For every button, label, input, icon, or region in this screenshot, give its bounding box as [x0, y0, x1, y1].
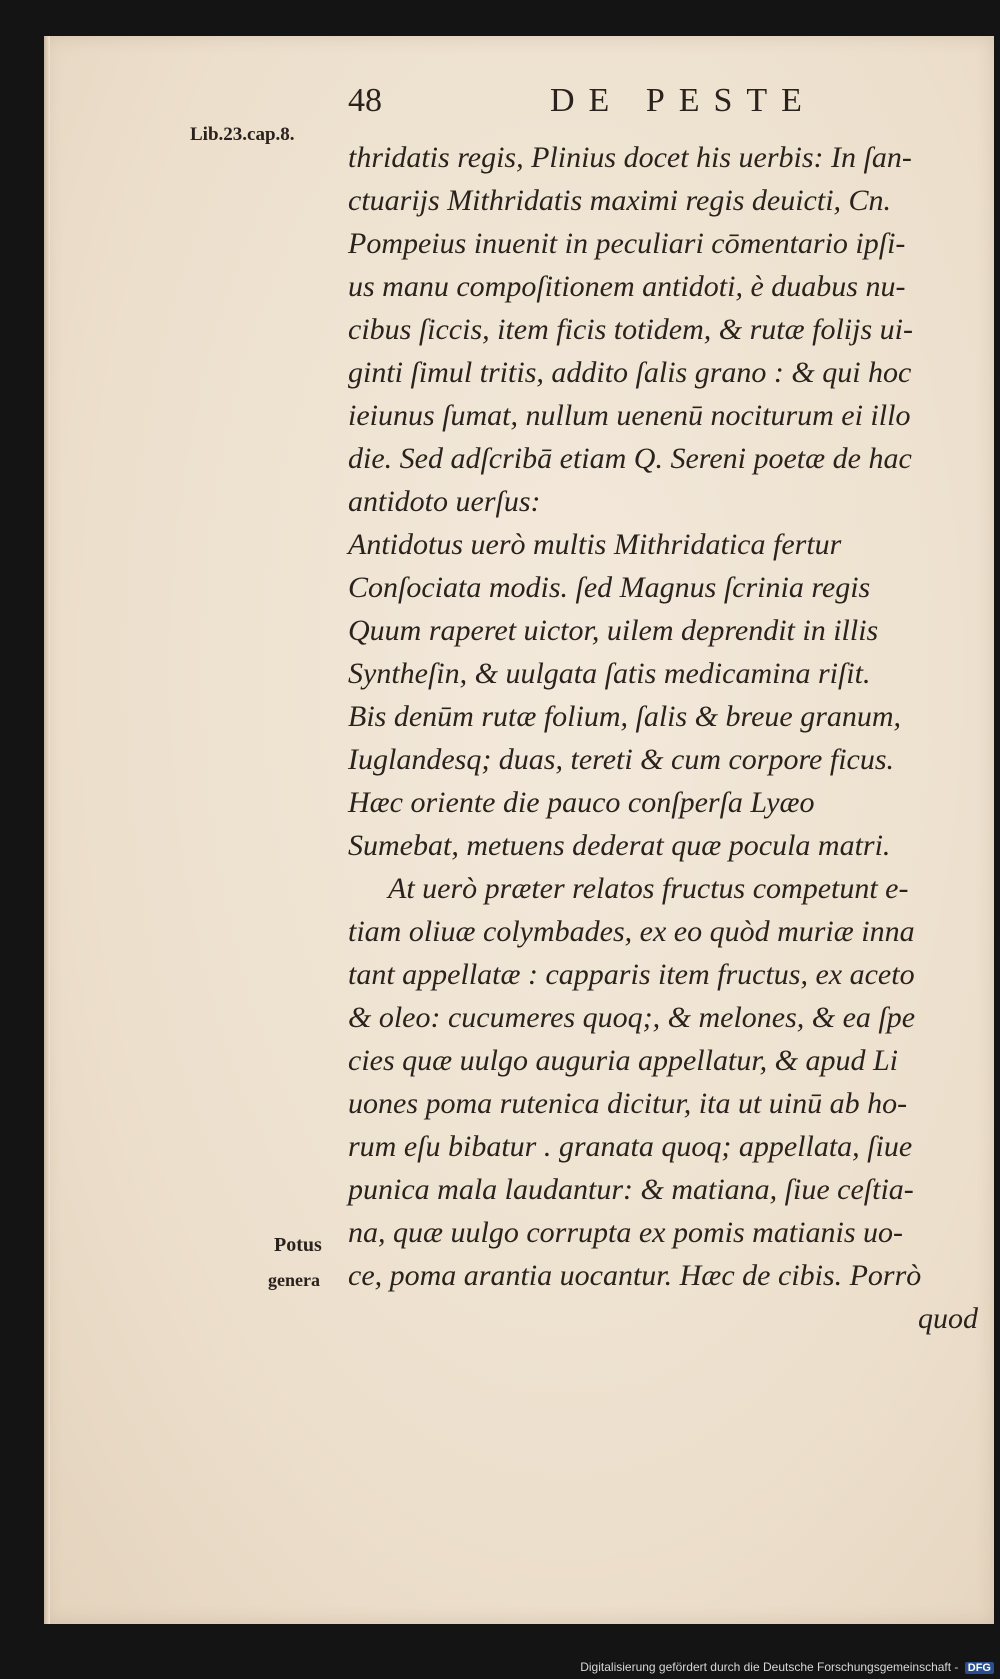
text-line: ieiunus ſumat, nullum uenenū nociturum ei illo: [348, 399, 911, 432]
verse-line: Bis denūm rutæ folium, ſalis & breue granum,: [348, 700, 902, 733]
page-edge: [44, 36, 50, 1624]
text-line: ctuarijs Mithridatis maximi regis deuicti, Cn.: [348, 184, 892, 217]
digitization-credit: [580, 1660, 994, 1674]
verse-line: Sumebat, metuens dederat quæ pocula matri.: [348, 829, 891, 862]
margin-note-reference: Lib.23.cap.8.: [190, 124, 295, 145]
text-line: ce, poma arantia uocantur. Hæc de cibis. Porrò: [348, 1259, 922, 1292]
margin-note-genera: genera: [268, 1270, 320, 1290]
text-line: ginti ſimul tritis, addito ſalis grano : & qui hoc: [348, 356, 912, 389]
text-line: thridatis regis, Plinius docet his uerbis: In ſan-: [348, 141, 912, 174]
page-number: 48: [348, 82, 382, 119]
text-line: & oleo: cucumeres quoq;, & melones, & ea ſpe: [348, 1001, 916, 1034]
dfg-logo: DFG: [965, 1662, 994, 1674]
verse-line: Hæc oriente die pauco conſperſa Lyæo: [348, 786, 815, 819]
text-line: cies quæ uulgo auguria appellatur, & apud Li: [348, 1044, 899, 1077]
credit-text: Digitalisierung gefördert durch die Deutsche Forschungsgemeinschaft -: [580, 1660, 959, 1674]
text-line: tiam oliuæ colymbades, ex eo quòd muriæ inna: [348, 915, 915, 948]
verse-line: Syntheſin, & uulgata ſatis medicamina riſit.: [348, 657, 871, 690]
text-line: us manu compoſitionem antidoti, è duabus nu-: [348, 270, 906, 303]
margin-note-potus: Potus: [274, 1234, 322, 1256]
text-line: uones poma rutenica dicitur, ita ut uinū ab ho-: [348, 1087, 908, 1120]
text-line: na, quæ uulgo corrupta ex pomis matianis uo-: [348, 1216, 903, 1249]
text-line: punica mala laudantur: & matiana, ſiue ceſtia-: [348, 1173, 914, 1206]
running-title: DE PESTE: [550, 82, 816, 119]
body-text: [348, 136, 978, 1340]
paragraph-start-line: At uerò præter relatos fructus competunt e-: [388, 872, 909, 905]
page-header: [340, 82, 860, 126]
verse-line: Conſociata modis. ſed Magnus ſcrinia regis: [348, 571, 871, 604]
verse-line: Antidotus uerò multis Mithridatica fertur: [348, 528, 842, 561]
text-line: antidoto uerſus:: [348, 485, 541, 518]
catchword: quod: [918, 1302, 978, 1335]
text-line: tant appellatæ : capparis item fructus, ex aceto: [348, 958, 915, 991]
verse-line: Quum raperet uictor, uilem deprendit in illis: [348, 614, 879, 647]
text-line: cibus ſiccis, item ficis totidem, & rutæ folijs ui-: [348, 313, 913, 346]
text-line: die. Sed adſcribā etiam Q. Sereni poetæ de hac: [348, 442, 912, 475]
text-line: Pompeius inuenit in peculiari cōmentario ipſi-: [348, 227, 906, 260]
text-line: rum eſu bibatur . granata quoq; appellata, ſiue: [348, 1130, 913, 1163]
verse-line: Iuglandesq; duas, tereti & cum corpore ficus.: [348, 743, 895, 776]
